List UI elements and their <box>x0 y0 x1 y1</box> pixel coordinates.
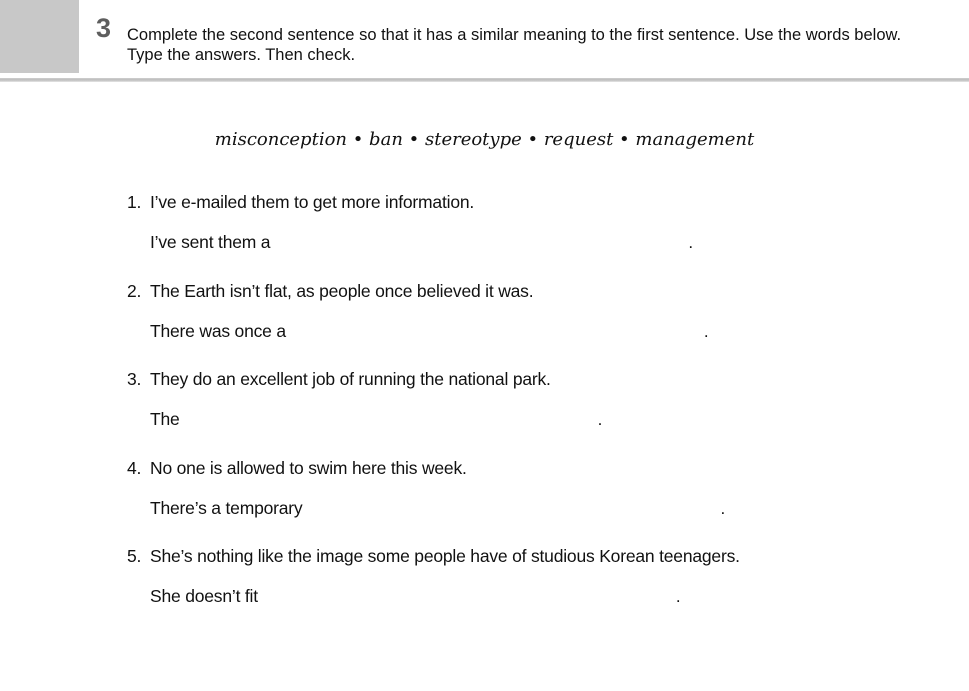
answer-input-5[interactable] <box>258 586 676 610</box>
question-prompt <box>127 455 467 481</box>
answer-start-text: There’s a temporary <box>150 497 303 518</box>
question-prompt <box>127 278 533 304</box>
answer-input-1[interactable] <box>270 232 688 256</box>
answer-input-4[interactable] <box>302 498 720 522</box>
exercise-header <box>0 0 969 80</box>
question-text: I’ve e-mailed them to get more information. <box>150 192 475 212</box>
answer-line <box>150 229 693 255</box>
question-text: No one is allowed to swim here this week. <box>150 457 467 478</box>
question-prompt <box>127 366 551 392</box>
question-number: 2. <box>127 280 142 301</box>
answer-end-period: . <box>688 233 693 252</box>
answer-start-text: There was once a <box>150 320 286 341</box>
exercise-instructions: Complete the second sentence so that it has a similar meaning to the first sentence. Use the words below. Type the answers. Then check. <box>127 26 902 64</box>
question-item-1 <box>127 189 947 278</box>
question-text: The Earth isn’t flat, as people once believed it was. <box>150 280 534 301</box>
answer-input-2[interactable] <box>286 321 704 345</box>
answer-end-period: . <box>675 587 681 606</box>
question-prompt <box>127 543 740 569</box>
question-item-5 <box>127 543 947 632</box>
answer-line <box>150 495 725 521</box>
question-item-3 <box>127 366 947 455</box>
answer-start-text: I’ve sent them a <box>150 232 271 252</box>
question-number: 5. <box>127 546 142 566</box>
answer-end-period: . <box>720 498 726 518</box>
header-gray-block <box>0 0 79 73</box>
question-item-4 <box>127 455 947 544</box>
exercise-number: 3 <box>96 13 112 43</box>
answer-line <box>150 406 602 432</box>
question-prompt <box>127 189 474 215</box>
answer-end-period: . <box>597 410 603 429</box>
answer-input-3[interactable] <box>180 409 598 433</box>
answer-line <box>150 318 708 344</box>
answer-end-period: . <box>703 321 709 341</box>
question-number: 3. <box>127 369 142 389</box>
word-bank: misconception • ban • stereotype • request • management <box>214 129 755 150</box>
answer-line <box>150 583 680 609</box>
question-item-2 <box>127 278 947 367</box>
question-text: She’s nothing like the image some people have of studious Korean teenagers. <box>150 546 740 566</box>
header-divider <box>0 78 969 82</box>
answer-start-text: She doesn’t fit <box>150 586 258 606</box>
question-list <box>127 189 947 632</box>
question-text: They do an excellent job of running the national park. <box>150 369 551 389</box>
question-number: 4. <box>127 457 142 478</box>
question-number: 1. <box>127 192 142 212</box>
answer-start-text: The <box>150 409 180 429</box>
